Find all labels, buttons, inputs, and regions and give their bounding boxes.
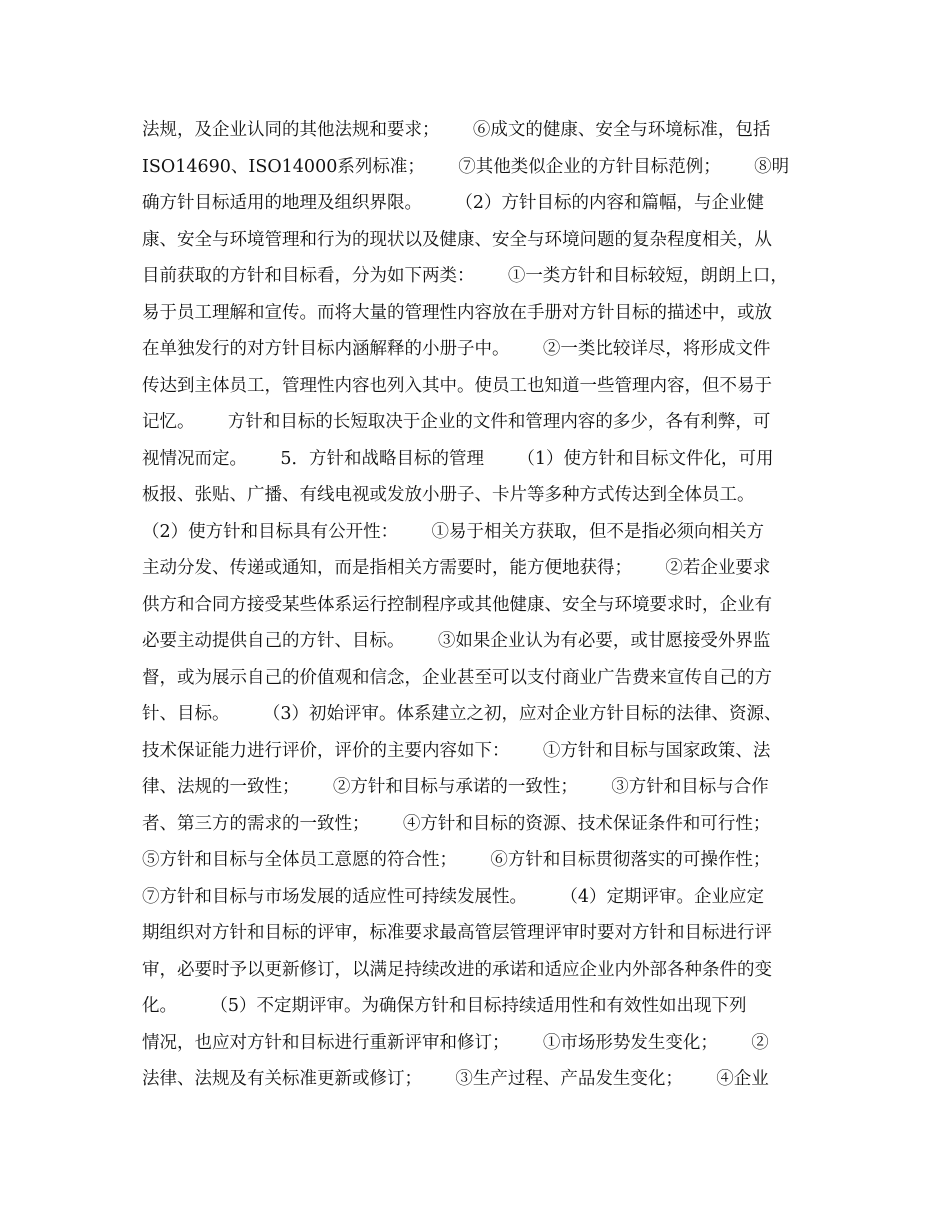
text-line: 目前获取的方针和目标看，分为如下两类： ①一类方针和目标较短，朗朗上口，: [142, 266, 788, 286]
text-line: 记忆。 方针和目标的长短取决于企业的文件和管理内容的多少，各有利弊，可: [142, 412, 771, 432]
text-line: ⑤方针和目标与全体员工意愿的符合性； ⑥方针和目标贯彻落实的可操作性；: [142, 850, 771, 870]
text-line: 审，必要时予以更新修订，以满足持续改进的承诺和适应企业内外部各种条件的变: [142, 959, 772, 980]
text-line: 视情况而定。 5．方针和战略目标的管理 （1）使方针和目标文件化，可用: [142, 448, 774, 469]
text-line: 在单独发行的对方针目标内涵解释的小册子中。 ②一类比较详尽，将形成文件: [142, 339, 771, 359]
text-line: （2）使方针和目标具有公开性： ①易于相关方获取，但不是指必须向相关方: [142, 521, 765, 542]
text-line: 康、安全与环境管理和行为的现状以及健康、安全与环境问题的复杂程度相关，从: [142, 229, 772, 250]
text-line: ⑦方针和目标与市场发展的适应性可持续发展性。 （4）定期评审。企业应定: [142, 886, 765, 907]
text-line: 期组织对方针和目标的评审，标准要求最高管层管理评审时要对方针和目标进行评: [142, 923, 772, 943]
text-line: 律、法规的一致性； ②方针和目标与承诺的一致性； ③方针和目标与合作: [142, 777, 769, 797]
text-line: 针、目标。 （3）初始评审。体系建立之初，应对企业方针目标的法律、资源、: [142, 704, 782, 724]
body-text: [142, 112, 814, 1098]
text-line: 易于员工理解和宣传。而将大量的管理性内容放在手册对方针目标的描述中，或放: [142, 302, 772, 323]
text-line: 者、第三方的需求的一致性； ④方针和目标的资源、技术保证条件和可行性；: [142, 813, 771, 834]
text-line: 供方和合同方接受某些体系运行控制程序或其他健康、安全与环境要求时，企业有: [142, 594, 772, 615]
text-line: 确方针目标适用的地理及组织界限。 （2）方针目标的内容和篇幅，与企业健: [142, 193, 765, 213]
text-line: 督，或为展示自己的价值观和信念，企业甚至可以支付商业广告费来宣传自己的方: [142, 667, 772, 688]
text-line: ISO14690、ISO14000系列标准； ⑦其他类似企业的方针目标范例； ⑧明: [142, 156, 790, 177]
text-line: 板报、张贴、广播、有线电视或发放小册子、卡片等多种方式传达到全体员工。: [142, 485, 755, 505]
text-line: 化。 （5）不定期评审。为确保方针和目标持续适用性和有效性如出现下列: [142, 996, 747, 1016]
text-line: 主动分发、传递或通知，而是指相关方需要时，能方便地获得； ②若企业要求: [142, 558, 771, 578]
text-line: 法律、法规及有关标准更新或修订； ③生产过程、产品发生变化； ④企业: [142, 1069, 769, 1089]
text-line: 情况，也应对方针和目标进行重新评审和修订； ①市场形势发生变化； ②: [142, 1032, 769, 1053]
text-line: 传达到主体员工，管理性内容也列入其中。使员工也知道一些管理内容，但不易于: [142, 375, 772, 396]
text-line: 法规，及企业认同的其他法规和要求； ⑥成文的健康、安全与环境标准，包括: [142, 120, 771, 140]
text-line: 技术保证能力进行评价，评价的主要内容如下： ①方针和目标与国家政策、法: [142, 740, 771, 761]
text-line: 必要主动提供自己的方针、目标。 ③如果企业认为有必要，或甘愿接受外界监: [142, 631, 771, 651]
